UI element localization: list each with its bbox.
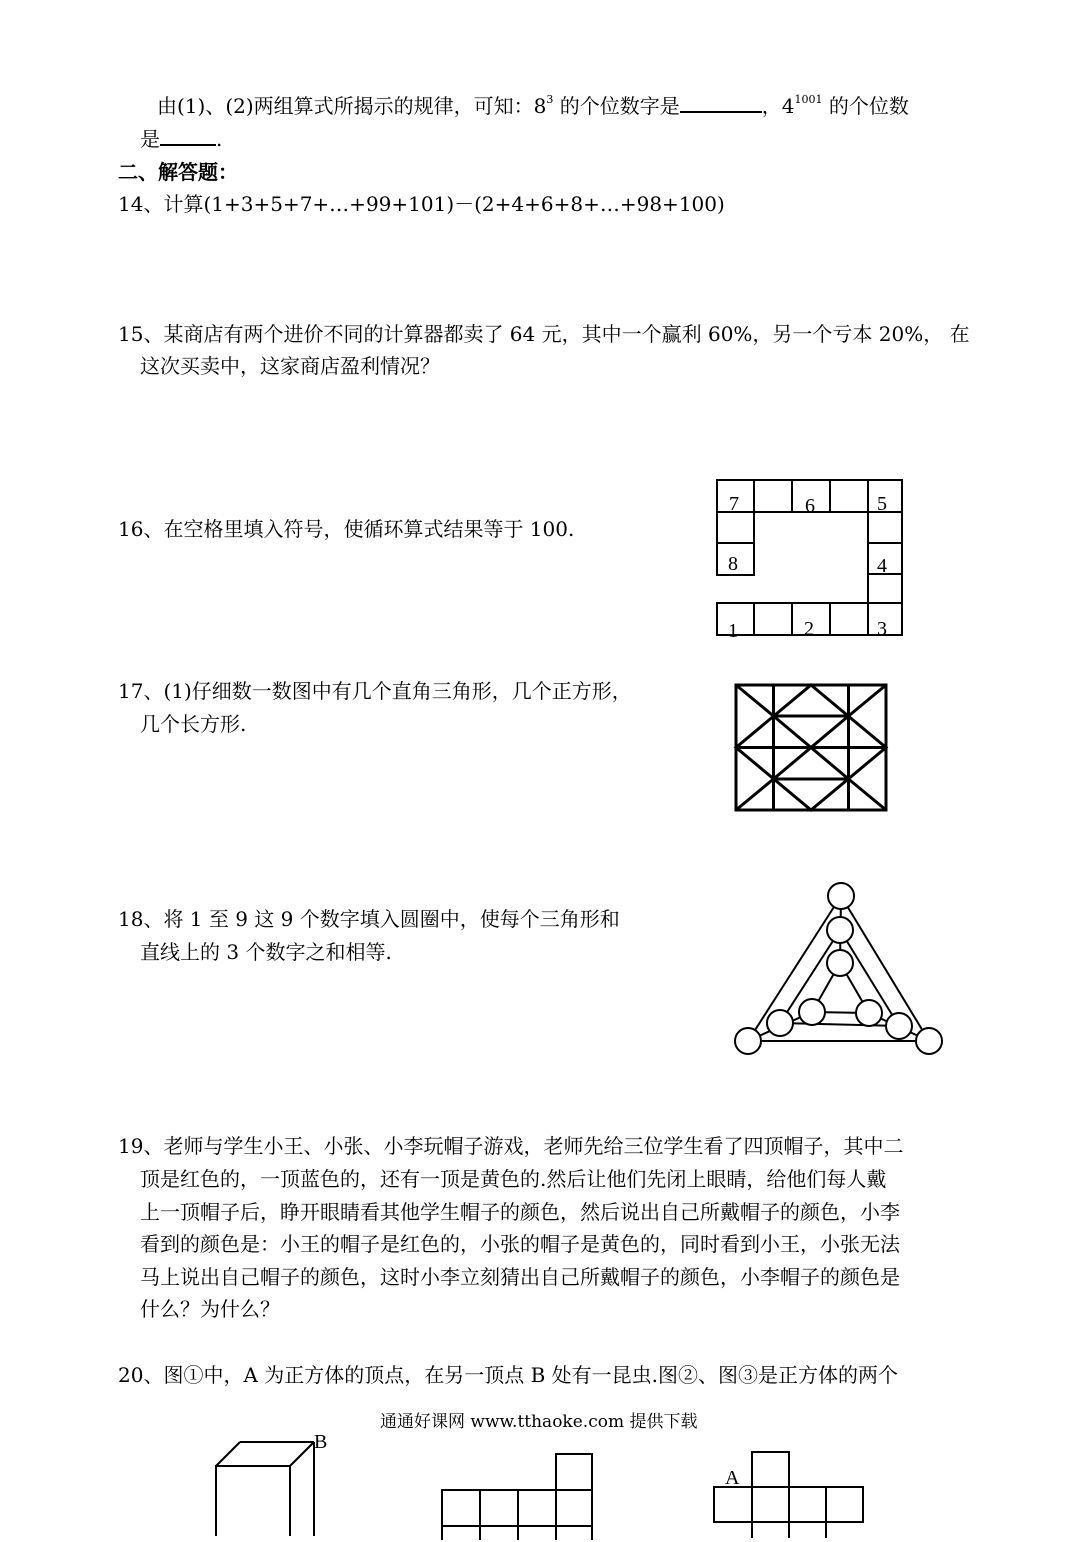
cube-net-figure-3 [712, 1450, 872, 1540]
intro-sup-2: 1001 [794, 93, 823, 106]
intro-line-2 [140, 124, 222, 154]
intro-text-6: . [216, 127, 223, 151]
circle-bottom-left-outer[interactable] [735, 1028, 761, 1054]
circle-bottom-right-inner[interactable] [856, 1000, 882, 1026]
cube-net-label-a: A [725, 1467, 740, 1489]
circle-top-inner[interactable] [827, 950, 853, 976]
question-15-line-2: 这次买卖中，这家商店盈利情况？ [140, 354, 440, 378]
question-15-line-1: 15、某商店有两个进价不同的计算器都卖了 64 元，其中一个赢利 60%，另一个亏本 20%， 在 [118, 322, 970, 346]
intro-text-3: ，4 [761, 94, 795, 118]
nested-triangle-circles-figure [730, 880, 950, 1060]
answer-blank-2[interactable] [160, 124, 216, 146]
circle-top-outer[interactable] [828, 883, 854, 909]
circle-bottom-right-outer[interactable] [916, 1028, 942, 1054]
intro-text-4: 的个位数 [822, 94, 909, 118]
grid-number-2: 2 [804, 618, 814, 640]
intro-text-1: 由(1)、(2)两组算式所揭示的规律，可知：8 [157, 94, 547, 118]
loop-grid-figure [715, 478, 905, 642]
intro-text-2: 的个位数字是 [553, 94, 680, 118]
grid-number-6: 6 [805, 495, 815, 517]
question-16: 16、在空格里填入符号，使循环算式结果等于 100. [118, 517, 575, 541]
intro-sup-1: 3 [546, 93, 554, 106]
question-14: 14、计算(1+3+5+7+…+99+101)－(2+4+6+8+…+98+100) [118, 192, 725, 216]
question-17-line-2: 几个长方形. [140, 712, 247, 736]
question-19-line-2: 顶是红色的，一顶蓝色的，还有一顶是黄色的.然后让他们先闭上眼睛，给他们每人戴 [140, 1167, 887, 1191]
circle-bottom-left-middle[interactable] [767, 1010, 793, 1036]
grid-number-5: 5 [877, 493, 887, 515]
question-19-line-6: 什么？为什么？ [140, 1297, 280, 1321]
question-18-line-1: 18、将 1 至 9 这 9 个数字填入圆圈中，使每个三角形和 [118, 907, 620, 931]
cube-net-figure-2 [440, 1452, 600, 1542]
grid-number-7: 7 [729, 493, 739, 515]
cube-figure [210, 1430, 350, 1540]
question-19-line-5: 马上说出自己帽子的颜色，这时小李立刻猜出自己所戴帽子的颜色，小李帽子的颜色是 [140, 1265, 900, 1289]
question-19-line-3: 上一顶帽子后，睁开眼睛看其他学生帽子的颜色，然后说出自己所戴帽子的颜色，小李 [140, 1200, 900, 1224]
grid-number-4: 4 [877, 555, 887, 577]
question-18-line-2: 直线上的 3 个数字之和相等. [140, 940, 392, 964]
grid-number-8: 8 [728, 553, 738, 575]
question-19-line-1: 19、老师与学生小王、小张、小李玩帽子游戏，老师先给三位学生看了四顶帽子，其中二 [118, 1134, 904, 1158]
circle-top-middle[interactable] [827, 917, 853, 943]
grid-number-3: 3 [877, 618, 887, 640]
page-footer: 通通好课网 www.tthaoke.com 提供下载 [380, 1412, 698, 1432]
grid-number-1: 1 [728, 620, 738, 642]
intro-text-5: 是 [140, 127, 160, 151]
intro-line-1 [157, 91, 909, 121]
triangle-square-figure [734, 683, 890, 813]
circle-bottom-left-inner[interactable] [799, 999, 825, 1025]
circle-bottom-right-middle[interactable] [886, 1013, 912, 1039]
cube-label-b: B [314, 1431, 328, 1453]
section-title: 二、解答题： [118, 160, 238, 184]
question-17-line-1: 17、(1)仔细数一数图中有几个直角三角形，几个正方形， [118, 679, 632, 703]
answer-blank-1[interactable] [680, 91, 762, 113]
question-20-line-1: 20、图①中，A 为正方体的顶点，在另一顶点 B 处有一昆虫.图②、图③是正方体的两个 [118, 1363, 899, 1387]
question-19-line-4: 看到的颜色是：小王的帽子是红色的，小张的帽子是黄色的，同时看到小王，小张无法 [140, 1232, 900, 1256]
